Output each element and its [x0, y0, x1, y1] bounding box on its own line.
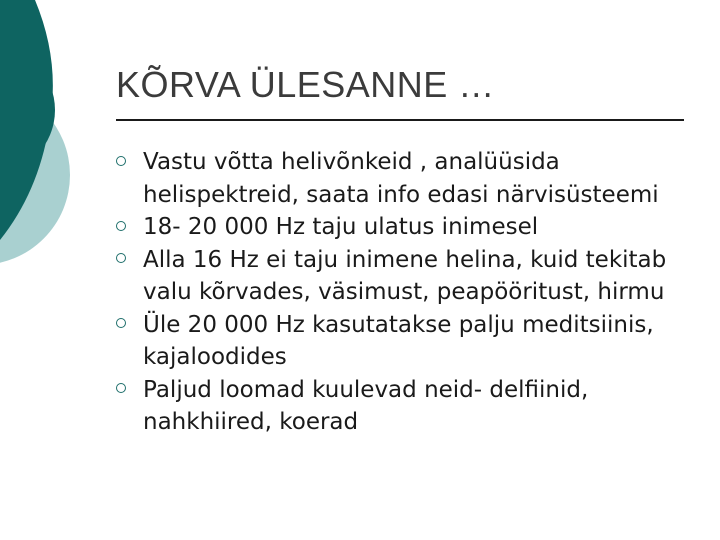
bullet-item	[116, 374, 706, 439]
decorative-circles	[0, 0, 120, 300]
bullet-item	[116, 146, 706, 211]
bullet-text: 18- 20 000 Hz taju ulatus inimesel	[143, 214, 539, 240]
bullet-text: Üle 20 000 Hz kasutatakse palju meditsiinis, kajaloodides	[143, 311, 654, 370]
bullet-circle-icon	[116, 221, 126, 231]
bullet-item	[116, 211, 706, 244]
bullet-list	[116, 146, 706, 439]
bullet-item	[116, 244, 706, 309]
bullet-circle-icon	[116, 318, 126, 328]
bullet-circle-icon	[116, 253, 126, 263]
bullet-text: Paljud loomad kuulevad neid- delfiinid, nahkhiired, koerad	[143, 376, 589, 435]
bullet-text: Alla 16 Hz ei taju inimene helina, kuid tekitab valu kõrvades, väsimust, peapööritust, hirmu	[143, 246, 667, 305]
bullet-circle-icon	[116, 383, 126, 393]
title-divider	[116, 119, 684, 121]
bullet-item	[116, 309, 706, 374]
bullet-text: Vastu võtta helivõnkeid , analüüsida helispektreid, saata info edasi närvisüsteemi	[143, 149, 659, 208]
bullet-circle-icon	[116, 156, 126, 166]
slide-title: KÕRVA ÜLESANNE …	[116, 64, 495, 105]
